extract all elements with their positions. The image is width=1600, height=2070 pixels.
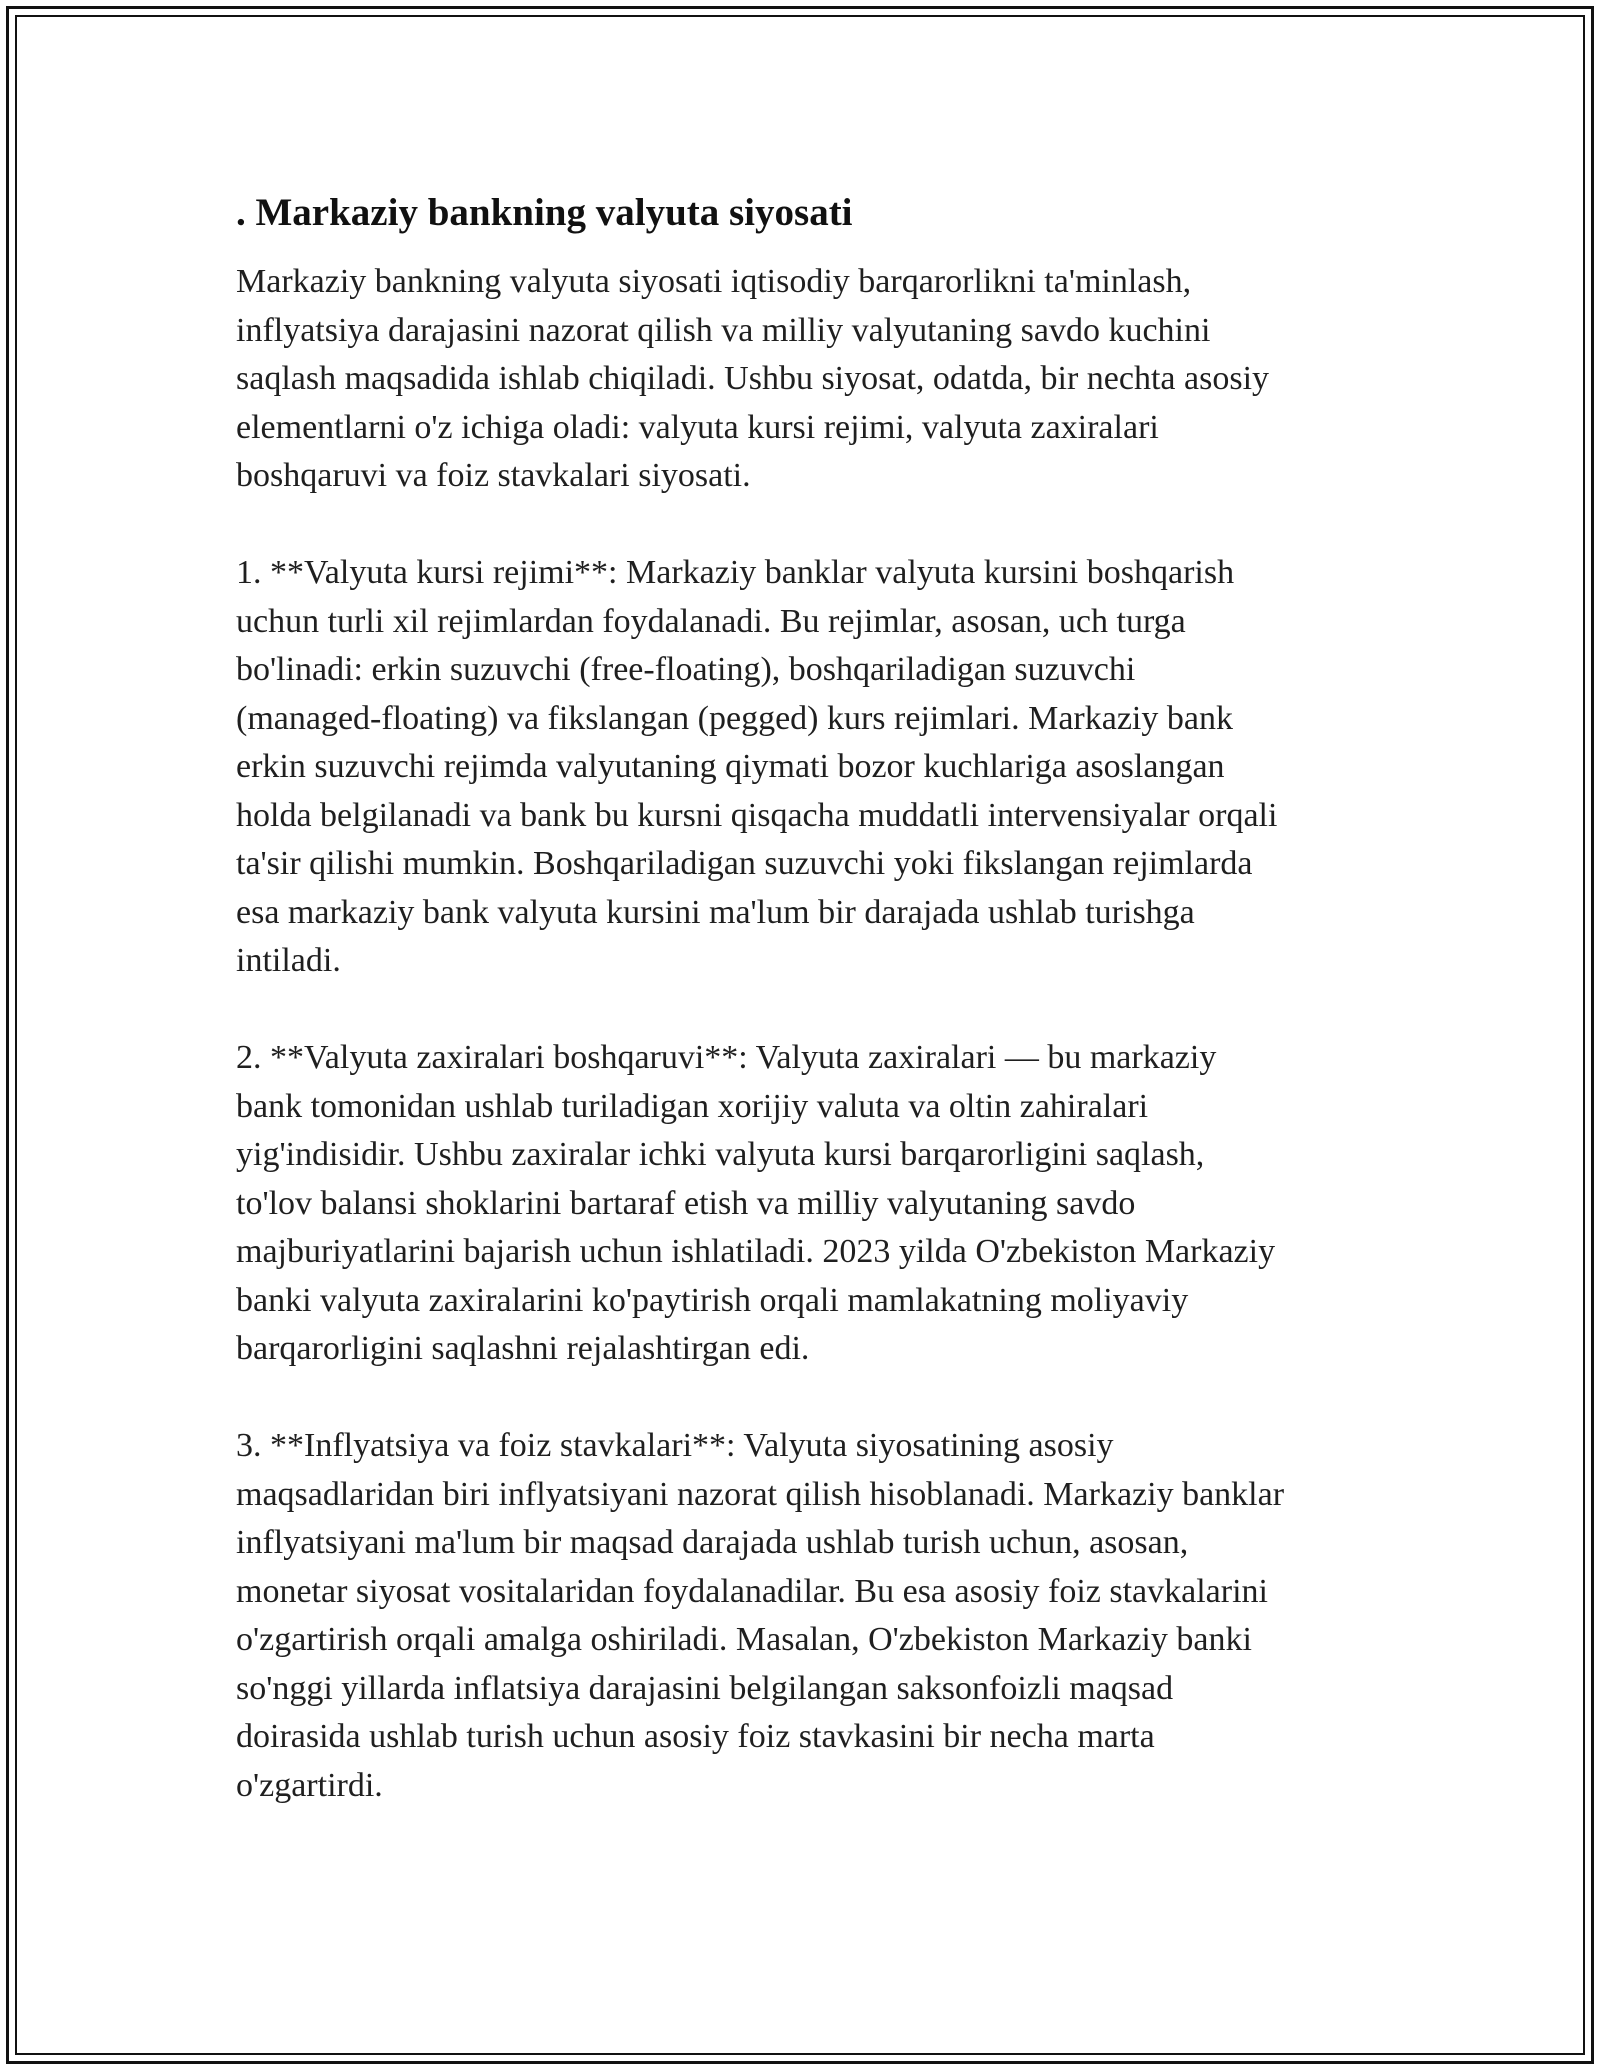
paragraph-line: ta'sir qilishi mumkin. Boshqariladigan suzuvchi yoki fikslangan rejimlarda <box>236 845 1253 882</box>
paragraph-line: 3. **Inflyatsiya va foiz stavkalari**: Valyuta siyosatining asosiy <box>236 1427 1114 1464</box>
paragraph-line: Markaziy bankning valyuta siyosati iqtisodiy barqarorlikni ta'minlash, <box>236 263 1192 300</box>
paragraph-line: esa markaziy bank valyuta kursini ma'lum bir darajada ushlab turishga <box>236 893 1195 931</box>
paragraph-line: majburiyatlarini bajarish uchun ishlatiladi. 2023 yilda O'zbekiston Markaziy <box>236 1233 1276 1270</box>
paragraph-line: uchun turli xil rejimlardan foydalanadi. Bu rejimlar, asosan, uch turga <box>236 602 1186 640</box>
paragraph-line: 1. **Valyuta kursi rejimi**: Markaziy banklar valyuta kursini boshqarish <box>236 554 1235 591</box>
paragraph-line: bo'linadi: erkin suzuvchi (free-floating), boshqariladigan suzuvchi <box>236 651 1136 688</box>
paragraph-line: holda belgilanadi va bank bu kursni qisqacha muddatli intervensiyalar orqali <box>236 796 1278 834</box>
paragraph-line: o'zgartirdi. <box>236 1766 383 1804</box>
paragraph-line: yig'indisidir. Ushbu zaxiralar ichki valyuta kursi barqarorligini saqlash, <box>236 1136 1205 1173</box>
paragraph-line: monetar siyosat vositalaridan foydalanadilar. Bu esa asosiy foiz stavkalarini <box>236 1572 1268 1610</box>
paragraph-line: boshqaruvi va foiz stavkalari siyosati. <box>236 457 751 494</box>
paragraph-line: inflyatsiya darajasini nazorat qilish va milliy valyutaning savdo kuchini <box>236 311 1211 349</box>
paragraph-line: inflyatsiyani ma'lum bir maqsad darajada ushlab turish uchun, asosan, <box>236 1524 1189 1561</box>
paragraph-line: doirasida ushlab turish uchun asosiy foiz stavkasini bir necha marta <box>236 1718 1155 1755</box>
paragraph-line: intiladi. <box>236 942 341 979</box>
paragraph-line: erkin suzuvchi rejimda valyutaning qiymati bozor kuchlariga asoslangan <box>236 748 1225 785</box>
paragraph-line: banki valyuta zaxiralarini ko'paytirish orqali mamlakatning moliyaviy <box>236 1281 1189 1319</box>
paragraph-3 <box>236 1034 1386 1374</box>
paragraph-line: 2. **Valyuta zaxiralari boshqaruvi**: Valyuta zaxiralari — bu markaziy <box>236 1039 1217 1076</box>
paragraph-line: maqsadlaridan biri inflyatsiyani nazorat qilish hisoblanadi. Markaziy banklar <box>236 1475 1285 1513</box>
paragraph-line: o'zgartirish orqali amalga oshiriladi. Masalan, O'zbekiston Markaziy banki <box>236 1621 1252 1658</box>
paragraph-line: barqarorligini saqlashni rejalashtirgan edi. <box>236 1330 810 1367</box>
paragraph-line: elementlarni o'z ichiga oladi: valyuta kursi rejimi, valyuta zaxiralari <box>236 408 1159 446</box>
paragraph-line: saqlash maqsadida ishlab chiqiladi. Ushbu siyosat, odatda, bir nechta asosiy <box>236 360 1270 397</box>
document-body <box>236 188 1386 1859</box>
paragraph-line: to'lov balansi shoklarini bartaraf etish va milliy valyutaning savdo <box>236 1184 1136 1222</box>
paragraph-line: (managed-floating) va fikslangan (pegged) kurs rejimlari. Markaziy bank <box>236 699 1233 737</box>
paragraph-line: so'nggi yillarda inflatsiya darajasini belgilangan saksonfoizli maqsad <box>236 1669 1174 1707</box>
paragraph-2 <box>236 549 1386 986</box>
paragraph-4 <box>236 1422 1386 1810</box>
paragraph-1 <box>236 258 1386 501</box>
document-title: . Markaziy bankning valyuta siyosati <box>236 191 853 234</box>
paragraph-line: bank tomonidan ushlab turiladigan xorijiy valuta va oltin zahiralari <box>236 1087 1149 1125</box>
paragraph-list <box>236 258 1386 1810</box>
